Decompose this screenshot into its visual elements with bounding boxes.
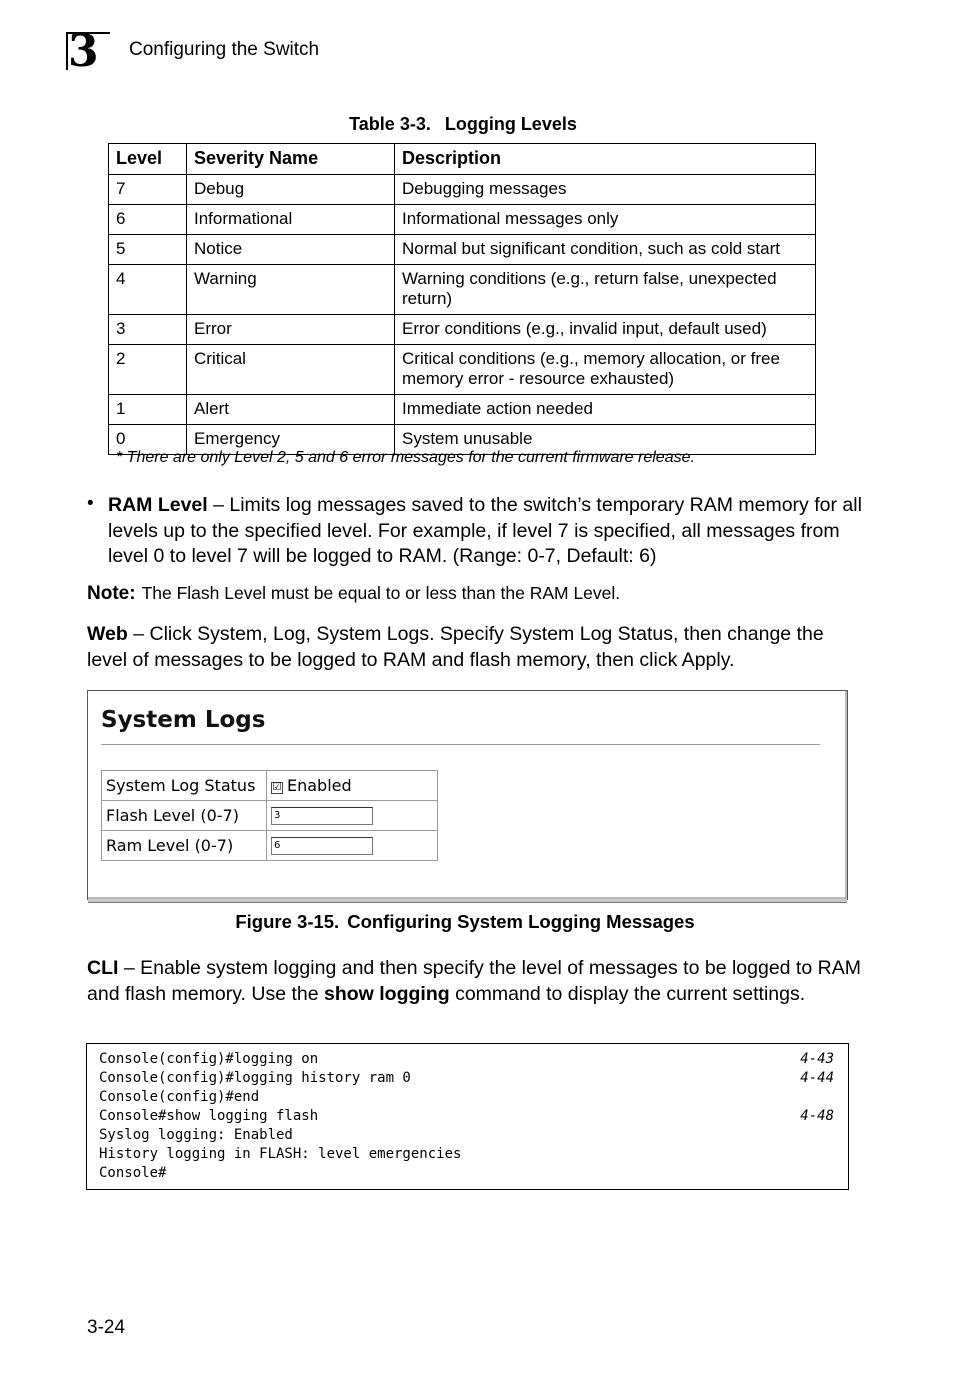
level-cell: 7 — [109, 175, 187, 205]
web-label: Web — [87, 623, 128, 645]
table-caption-number: Table 3-3. — [349, 114, 431, 134]
chapter-number: 3 — [68, 26, 99, 77]
figure-caption-title: Configuring System Logging Messages — [347, 911, 695, 932]
header-level: Level — [109, 144, 187, 175]
table-row — [109, 315, 816, 345]
cli-command: show logging — [324, 982, 450, 1005]
severity-cell: Notice — [187, 235, 395, 265]
table-header-row — [109, 144, 816, 175]
ram-level-label: Ram Level (0-7) — [102, 831, 267, 861]
header-description: Description — [395, 144, 816, 175]
level-cell: 0 — [109, 425, 187, 455]
ram-level-input[interactable]: 6 — [271, 837, 373, 855]
flash-level-input[interactable]: 3 — [271, 807, 373, 825]
severity-cell: Emergency — [187, 425, 395, 455]
description-cell: Immediate action needed — [395, 395, 816, 425]
note — [87, 581, 620, 607]
description-cell: Warning conditions (e.g., return false, unexpected return) — [395, 265, 816, 315]
level-cell: 1 — [109, 395, 187, 425]
code-line: Console#show logging flash — [99, 1108, 319, 1124]
description-cell: Error conditions (e.g., invalid input, default used) — [395, 315, 816, 345]
web-instructions — [87, 622, 867, 673]
flash-level-field — [267, 801, 438, 831]
level-cell: 2 — [109, 345, 187, 395]
table-row — [109, 235, 816, 265]
code-page-ref: 4-44 — [800, 1070, 834, 1086]
web-text: – Click System, Log, System Logs. Specify System Log Status, then change the level of messages to be logged to RAM and flash memory, then click Apply. — [87, 623, 824, 671]
page-number: 3-24 — [87, 1317, 126, 1338]
cli-text-after: command to display the current settings. — [449, 982, 806, 1005]
code-page-ref: 4-48 — [800, 1108, 834, 1124]
code-line: Console(config)#end — [99, 1089, 260, 1105]
table-row — [109, 345, 816, 395]
enabled-checkbox-label: Enabled — [287, 776, 352, 795]
table-row — [109, 175, 816, 205]
cli-label: CLI — [87, 957, 119, 979]
running-title: Configuring the Switch — [129, 39, 320, 60]
level-cell: 3 — [109, 315, 187, 345]
cli-instructions — [87, 956, 867, 1007]
description-cell: Normal but significant condition, such as cold start — [395, 235, 816, 265]
system-log-status-label: System Log Status — [102, 771, 267, 801]
severity-cell: Informational — [187, 205, 395, 235]
form-row-ram — [102, 831, 438, 861]
severity-cell: Warning — [187, 265, 395, 315]
ram-level-field — [267, 831, 438, 861]
screenshot-divider — [101, 744, 820, 745]
table-row — [109, 265, 816, 315]
code-line: Console(config)#logging history ram 0 — [99, 1070, 411, 1086]
description-cell: Informational messages only — [395, 205, 816, 235]
level-cell: 4 — [109, 265, 187, 315]
enabled-checkbox[interactable]: ☑ — [272, 782, 282, 793]
screenshot-title: System Logs — [101, 707, 266, 733]
cli-code-block — [86, 1043, 849, 1190]
system-logs-form — [101, 770, 438, 861]
table-row — [109, 205, 816, 235]
header-severity-name: Severity Name — [187, 144, 395, 175]
note-text: The Flash Level must be equal to or less than the RAM Level. — [141, 583, 621, 603]
code-line: Syslog logging: Enabled — [99, 1127, 293, 1143]
description-cell: System unusable — [395, 425, 816, 455]
form-row-status — [102, 771, 438, 801]
code-line: Console# — [99, 1165, 167, 1181]
system-logs-screenshot — [87, 690, 848, 900]
cli-text-before: – Enable system logging and then specify the level of messages to be logged to RAM and flash memory. Use the — [87, 957, 861, 1005]
note-label: Note: — [87, 583, 136, 604]
level-cell: 5 — [109, 235, 187, 265]
severity-cell: Error — [187, 315, 395, 345]
severity-cell: Alert — [187, 395, 395, 425]
bullet-body: – Limits log messages saved to the switch’s temporary RAM memory for all levels up to the specified level. For example, if level 7 is specified, all messages from level 0 to level 7 will be logged to RAM. (Range: 0-7, Default: 6) — [108, 494, 862, 567]
bullet-icon: • — [87, 493, 94, 514]
bullet-term: RAM Level — [108, 494, 208, 516]
code-page-ref: 4-43 — [800, 1051, 834, 1067]
code-line: History logging in FLASH: level emergencies — [99, 1146, 462, 1162]
description-cell: Debugging messages — [395, 175, 816, 205]
table-caption — [0, 114, 926, 135]
table-caption-title: Logging Levels — [444, 114, 577, 134]
ram-level-bullet — [108, 493, 868, 570]
level-cell: 6 — [109, 205, 187, 235]
code-line: Console(config)#logging on — [99, 1051, 319, 1067]
table-row — [109, 395, 816, 425]
description-cell: Critical conditions (e.g., memory allocation, or free memory error - resource exhausted) — [395, 345, 816, 395]
logging-levels-table — [108, 143, 816, 455]
table-footnote: * There are only Level 2, 5 and 6 error messages for the current firmware release. — [116, 449, 695, 466]
form-row-flash — [102, 801, 438, 831]
system-log-status-field — [267, 771, 438, 801]
figure-caption — [0, 911, 930, 933]
flash-level-label: Flash Level (0-7) — [102, 801, 267, 831]
figure-caption-number: Figure 3-15. — [235, 911, 340, 932]
severity-cell: Debug — [187, 175, 395, 205]
severity-cell: Critical — [187, 345, 395, 395]
